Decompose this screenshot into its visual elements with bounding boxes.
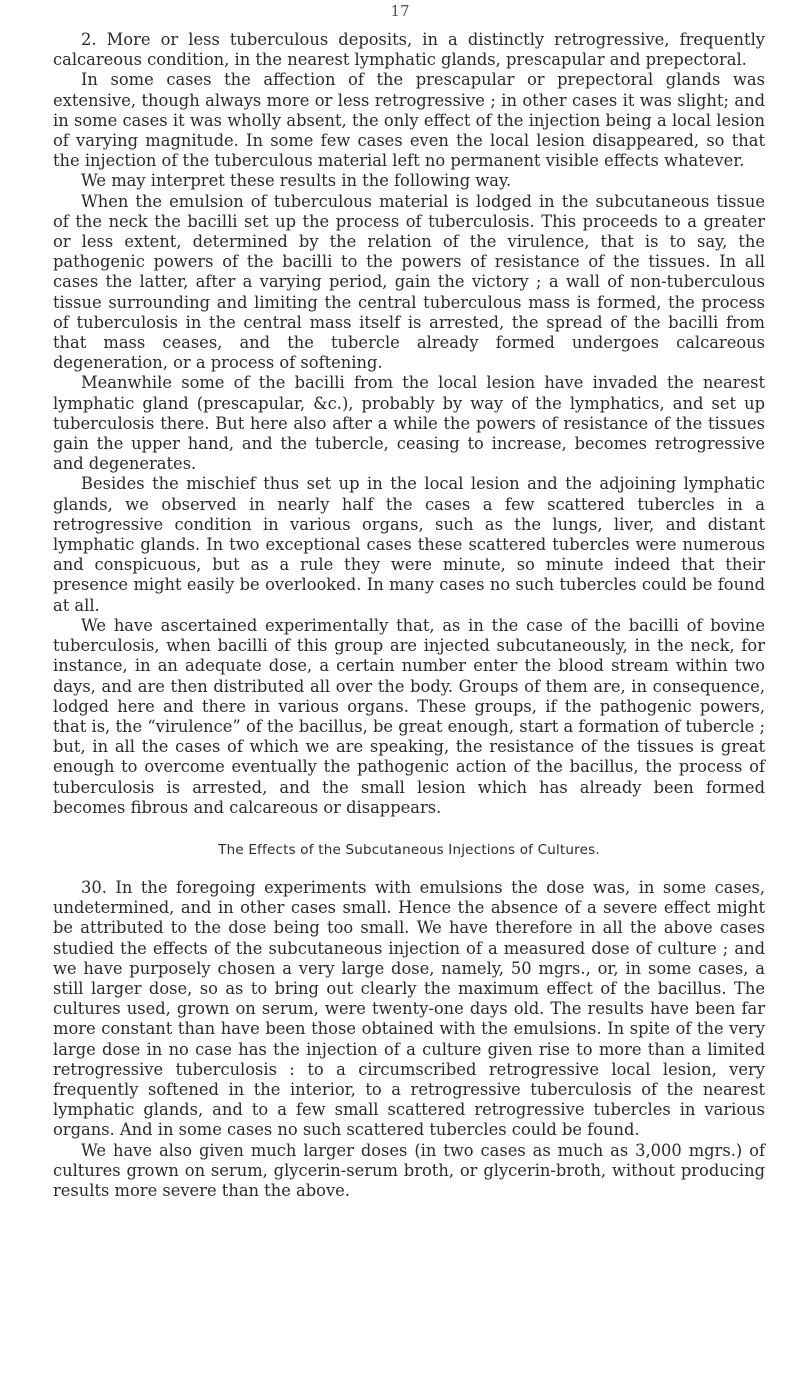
- paragraph-interpretation-intro: We may interpret these results in the following way.: [81, 171, 512, 191]
- paragraph-lymphatic-invasion: Meanwhile some of the bacilli from the local lesion have invaded the nearest lymphatic gland (prescapular, &c.), probably by way of the lymphatics, and set up tuberculosis there. But here also after a while the powers of resistance of the tissues gain the upper hand, and the tubercle, ceasing to increase, becomes retrogressive and degenerates.: [53, 373, 765, 474]
- paragraph-blood-stream: We have ascertained experimentally that, as in the case of the bacilli of bovine tuberculosis, when bacilli of this group are injected subcutaneously, in the neck, for instance, in an adequate dose, a certain number enter the blood stream within two days, and are then distributed all over the body. Groups of them are, in consequence, lodged here and there in various organs. These groups, if the pathogenic powers, that is, the “virulence” of the bacillus, be great enough, start a formation of tubercle ; but, in all the cases of which we are speaking, the resistance of the tissues is great enough to overcome eventually the pathogenic action of the bacillus, the process of tuberculosis is arrested, and the small lesion which has already been formed becomes fibrous and calcareous or disappears.: [53, 615, 765, 817]
- section-heading: The Effects of the Subcutaneous Injections of Cultures.: [218, 841, 600, 858]
- paragraph-item-30: 30. In the foregoing experiments with emulsions the dose was, in some cases, undetermined, and in other cases small. Hence the absence of a severe effect might be attributed to the dose being too small. We have therefore in all the above cases studied the effects of the subcutaneous injection of a measured dose of culture ; and we have purposely chosen a very large dose, namely, 50 mgrs., or, in some cases, a still larger dose, so as to bring out clearly the maximum effect of the bacillus. The cultures used, grown on serum, were twenty-one days old. The results have been far more constant than have been those obtained with the emulsions. In spite of the very large dose in no case has the injection of a culture given rise to more than a limited retrogressive tuberculosis : to a circumscribed retrogressive local lesion, very frequently softened in the interior, to a retrogressive tuberculosis of the nearest lymphatic glands, and to a few small scattered retrogressive tubercles in various organs. And in some cases no such scattered tubercles could be found.: [53, 877, 765, 1140]
- paragraph-larger-doses: We have also given much larger doses (in two cases as much as 3,000 mgrs.) of cultures grown on serum, glycerin-serum broth, or glycerin-broth, without producing results more severe than the above.: [53, 1140, 765, 1200]
- paragraph-emulsion-process: When the emulsion of tuberculous material is lodged in the subcutaneous tissue of the neck the bacilli set up the process of tuberculosis. This proceeds to a greater or less extent, determined by the relation of the virulence, that is to say, the pathogenic powers of the bacilli to the powers of resistance of the tissues. In all cases the latter, after a varying period, gain the victory ; a wall of non-tuberculous tissue surrounding and limiting the central tuberculous mass is formed, the process of tuberculosis in the central mass itself is arrested, the spread of the bacilli from that mass ceases, and the tubercle already formed undergoes calcareous degeneration, or a process of softening.: [53, 191, 765, 373]
- paragraph-item-2: 2. More or less tuberculous deposits, in a distinctly retrogressive, frequently calcareous condition, in the nearest lymphatic glands, prescapular and prepectoral.: [53, 30, 765, 70]
- page-body: [53, 30, 765, 1201]
- paragraph-scattered-tubercles: Besides the mischief thus set up in the local lesion and the adjoining lymphatic glands, we observed in nearly half the cases a few scattered tubercles in a retrogressive condition in various organs, such as the lungs, liver, and distant lymphatic glands. In two exceptional cases these scattered tubercles were numerous and conspicuous, but as a rule they were minute, so minute indeed that their presence might easily be overlooked. In many cases no such tubercles could be found at all.: [53, 474, 765, 615]
- page-number: 17: [390, 2, 410, 20]
- paragraph-glands-affection: In some cases the affection of the prescapular or prepectoral glands was extensive, though always more or less retrogressive ; in other cases it was slight; and in some cases it was wholly absent, the only effect of the injection being a local lesion of varying magnitude. In some few cases even the local lesion disappeared, so that the injection of the tuberculous material left no permanent visible effects whatever.: [53, 70, 765, 171]
